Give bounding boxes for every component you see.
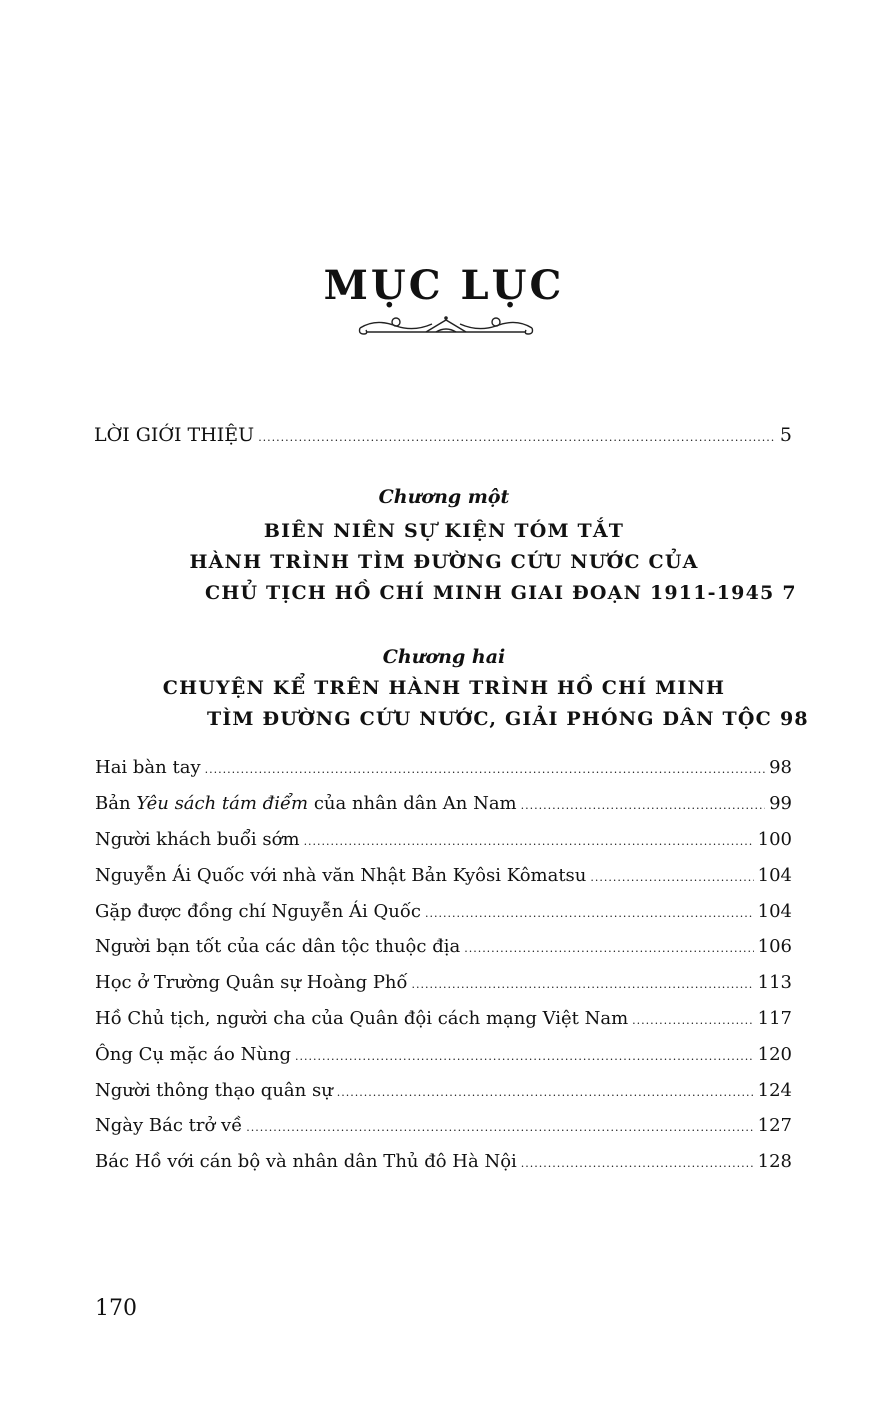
toc-entry[interactable] xyxy=(95,929,792,965)
dot-leader xyxy=(521,1158,754,1169)
toc-entry-introduction[interactable] xyxy=(94,424,792,446)
entry-title: Gặp được đồng chí Nguyễn Ái Quốc xyxy=(95,900,421,922)
dot-leader xyxy=(632,1015,753,1026)
toc-entry[interactable] xyxy=(95,1036,792,1072)
chapter-two-title-line-1: CHUYỆN KỂ TRÊN HÀNH TRÌNH HỒ CHÍ MINH xyxy=(162,677,726,699)
chapter-one-title-line-3: CHỦ TỊCH HỒ CHÍ MINH GIAI ĐOẠN 1911-1945 xyxy=(205,582,775,604)
entry-title: Người bạn tốt của các dân tộc thuộc địa xyxy=(95,936,461,958)
entry-page: 5 xyxy=(779,424,792,446)
entry-title: Hai bàn tay xyxy=(95,757,201,779)
dot-leader xyxy=(590,872,753,883)
entry-page: 113 xyxy=(757,972,792,994)
entry-page: 127 xyxy=(757,1115,792,1137)
entry-page: 104 xyxy=(757,900,792,922)
flourish-divider-icon xyxy=(356,310,536,338)
entry-page: 120 xyxy=(757,1043,792,1065)
dot-leader xyxy=(425,908,754,919)
entry-page: 98 xyxy=(779,708,809,730)
dot-leader xyxy=(304,836,754,847)
entry-title: LỜI GIỚI THIỆU xyxy=(94,424,255,446)
toc-entry[interactable] xyxy=(95,750,792,786)
chapter-one-title-line-1: BIÊN NIÊN SỰ KIỆN TÓM TẮT xyxy=(263,520,625,542)
chapter-two-label: Chương hai xyxy=(382,646,506,668)
toc-entry[interactable] xyxy=(95,1108,792,1144)
entry-page: 100 xyxy=(757,828,792,850)
dot-leader xyxy=(205,764,765,775)
chapter-two-title-line-2: TÌM ĐƯỜNG CỨU NƯỚC, GIẢI PHÓNG DÂN TỘC xyxy=(207,708,772,730)
entry-page: 7 xyxy=(782,582,797,604)
entry-page: 106 xyxy=(757,936,792,958)
toc-entry[interactable] xyxy=(95,822,792,858)
entry-title: Bác Hồ với cán bộ và nhân dân Thủ đô Hà Nội xyxy=(95,1151,517,1173)
dot-leader xyxy=(412,979,754,990)
chapter-one-label: Chương một xyxy=(378,486,510,508)
dot-leader xyxy=(246,1122,753,1133)
toc-entry[interactable] xyxy=(95,1001,792,1037)
entry-page: 117 xyxy=(757,1007,792,1029)
page-title: MỤC LỤC xyxy=(323,262,565,309)
toc-entry-list xyxy=(95,750,792,1180)
dot-leader xyxy=(337,1087,754,1098)
entry-page: 98 xyxy=(769,757,792,779)
dot-leader xyxy=(464,943,753,954)
entry-title-pre: Bản xyxy=(95,793,137,815)
entry-title: Người thông thạo quân sự xyxy=(95,1079,333,1101)
toc-entry[interactable] xyxy=(95,1072,792,1108)
entry-page: 128 xyxy=(757,1151,792,1173)
entry-title: Hồ Chủ tịch, người cha của Quân đội cách mạng Việt Nam xyxy=(95,1007,629,1029)
toc-entry-chapter-one[interactable] xyxy=(205,582,797,604)
toc-entry[interactable] xyxy=(95,893,792,929)
page-number: 170 xyxy=(95,1296,137,1321)
toc-entry[interactable] xyxy=(95,1144,792,1180)
toc-entry[interactable] xyxy=(95,965,792,1001)
entry-title: Nguyễn Ái Quốc với nhà văn Nhật Bản Kyôsi Kômatsu xyxy=(95,864,587,886)
entry-page: 124 xyxy=(757,1079,792,1101)
entry-page: 104 xyxy=(757,864,792,886)
entry-title: Học ở Trường Quân sự Hoàng Phố xyxy=(95,972,408,994)
entry-title: Người khách buổi sớm xyxy=(95,828,300,850)
toc-entry-chapter-two[interactable] xyxy=(207,708,809,730)
dot-leader xyxy=(258,432,776,443)
dot-leader xyxy=(295,1051,754,1062)
entry-title: Ông Cụ mặc áo Nùng xyxy=(95,1043,292,1065)
toc-entry[interactable] xyxy=(95,857,792,893)
dot-leader xyxy=(521,800,765,811)
chapter-one-title-line-2: HÀNH TRÌNH TÌM ĐƯỜNG CỨU NƯỚC CỦA xyxy=(189,551,699,573)
entry-title-italic: Yêu sách tám điểm xyxy=(136,793,309,815)
entry-title-post: của nhân dân An Nam xyxy=(308,793,517,815)
entry-title xyxy=(95,793,517,814)
toc-entry[interactable] xyxy=(95,786,792,822)
entry-title: Ngày Bác trở về xyxy=(95,1115,243,1137)
entry-page: 99 xyxy=(769,793,792,815)
